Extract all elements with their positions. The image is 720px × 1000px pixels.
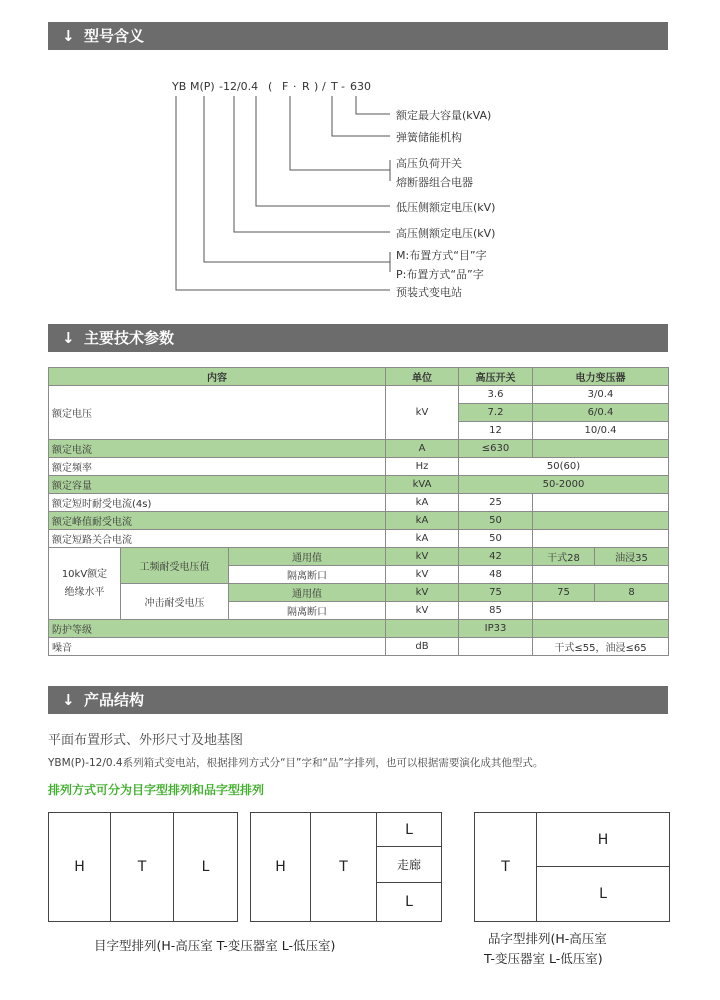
rated-voltage-label: 额定电压 bbox=[49, 386, 386, 440]
row-unit: kA bbox=[386, 512, 459, 530]
label-capacity: 额定最大容量(kVA) bbox=[396, 109, 492, 122]
arrow-down-icon: ↓ bbox=[62, 27, 75, 45]
label-load-switch: 高压负荷开关 bbox=[396, 157, 462, 170]
row-unit: Hz bbox=[386, 458, 459, 476]
code-yb: YB bbox=[172, 80, 187, 93]
header-content: 内容 bbox=[49, 368, 386, 386]
code-slash: / bbox=[322, 80, 326, 93]
row-label: 额定短时耐受电流(4s) bbox=[49, 494, 386, 512]
code-mp: M(P) bbox=[190, 80, 215, 93]
table-row bbox=[49, 530, 669, 548]
cell-value: 50-2000 bbox=[459, 476, 669, 494]
label-hv: 高压侧额定电压(kV) bbox=[396, 227, 496, 240]
cell-value bbox=[459, 638, 533, 656]
label-lv: 低压侧额定电压(kV) bbox=[396, 201, 496, 214]
label-fuse: 熔断器组合电器 bbox=[396, 176, 473, 189]
row-unit: kV bbox=[386, 548, 459, 566]
header-hv-switch: 高压开关 bbox=[459, 368, 533, 386]
row-unit: kA bbox=[386, 494, 459, 512]
code-r: R bbox=[302, 80, 310, 93]
room-h: H bbox=[537, 813, 669, 867]
cell-value: 50(60) bbox=[459, 458, 669, 476]
cell-value bbox=[533, 440, 669, 458]
cell-value: 10/0.4 bbox=[533, 422, 669, 440]
room-l: L bbox=[599, 886, 607, 902]
insulation-label-line1: 10kV额定 bbox=[61, 568, 108, 580]
code-paren-open: ( bbox=[268, 80, 273, 93]
section-bar-structure bbox=[48, 686, 668, 714]
row-unit: kV bbox=[386, 602, 459, 620]
row-unit: A bbox=[386, 440, 459, 458]
code-paren-close: ) bbox=[314, 80, 319, 93]
row-label: 额定频率 bbox=[49, 458, 386, 476]
table-row bbox=[49, 458, 669, 476]
plan-corridor-layout bbox=[250, 812, 442, 922]
row-unit: kV bbox=[386, 566, 459, 584]
section-bar-params bbox=[48, 324, 668, 352]
spec-table bbox=[48, 367, 669, 656]
room-t: T bbox=[111, 813, 174, 921]
room-t: T bbox=[475, 813, 537, 921]
room-l: L bbox=[201, 859, 210, 875]
cell-value: 干式≤55，油浸≤65 bbox=[533, 638, 669, 656]
label-m: M:布置方式“目”字 bbox=[396, 249, 487, 262]
code-f: F bbox=[282, 80, 289, 93]
room-h: H bbox=[251, 813, 311, 921]
caption-pin-line2: T-变压器室 L-低压室) bbox=[484, 951, 603, 966]
insulation-label-line2: 绝缘水平 bbox=[64, 586, 105, 598]
code-dot: · bbox=[293, 80, 297, 93]
cell-empty bbox=[533, 530, 669, 548]
label-spring: 弹簧储能机构 bbox=[396, 131, 462, 144]
code-t: T bbox=[331, 80, 338, 93]
cell-value: 油浸35 bbox=[595, 548, 669, 566]
cell-value: 8 bbox=[595, 584, 669, 602]
cell-value: 75 bbox=[459, 584, 533, 602]
structure-description: YBM(P)-12/0.4系列箱式变电站，根据排列方式分“目”字和“品”字排列，也可以根据需要演化成其他型式。 bbox=[48, 757, 544, 769]
table-row bbox=[49, 440, 669, 458]
table-row bbox=[49, 512, 669, 530]
cell-empty bbox=[533, 602, 669, 620]
cell-value: 85 bbox=[459, 602, 533, 620]
cell-value: 12 bbox=[459, 422, 533, 440]
row-unit bbox=[386, 620, 459, 638]
model-leader-lines bbox=[0, 0, 720, 320]
cell-value: 50 bbox=[459, 530, 533, 548]
room-h: H bbox=[49, 813, 111, 921]
cell-empty bbox=[533, 620, 669, 638]
cell-value: 42 bbox=[459, 548, 533, 566]
cell-value: 50 bbox=[459, 512, 533, 530]
header-unit: 单位 bbox=[386, 368, 459, 386]
section-title: 型号含义 bbox=[84, 27, 145, 45]
section-title: 主要技术参数 bbox=[84, 329, 175, 347]
arrow-down-icon: ↓ bbox=[62, 691, 75, 709]
cell-value: 3/0.4 bbox=[533, 386, 669, 404]
cell-value: 干式28 bbox=[533, 548, 595, 566]
corridor: 走廊 bbox=[377, 847, 441, 883]
row-unit: kA bbox=[386, 530, 459, 548]
label-p: P:布置方式“品”字 bbox=[396, 268, 484, 281]
cell-value: 7.2 bbox=[459, 404, 533, 422]
plan-mu-layout bbox=[48, 812, 238, 922]
row-unit: kV bbox=[386, 584, 459, 602]
cell-value: 25 bbox=[459, 494, 533, 512]
room-l: L bbox=[377, 813, 441, 847]
row-unit: kVA bbox=[386, 476, 459, 494]
table-row bbox=[49, 476, 669, 494]
label-substation: 预装式变电站 bbox=[396, 286, 462, 299]
header-transformer: 电力变压器 bbox=[533, 368, 669, 386]
row-label: 额定短路关合电流 bbox=[49, 530, 386, 548]
caption-mu: 目字型排列(H-高压室 T-变压器室 L-低压室) bbox=[94, 938, 336, 953]
table-row bbox=[49, 386, 669, 404]
table-row bbox=[49, 584, 669, 602]
row-label: 额定电流 bbox=[49, 440, 386, 458]
plan-pin-layout bbox=[474, 812, 670, 922]
cell-empty bbox=[533, 494, 669, 512]
row-label: 防护等级 bbox=[49, 620, 386, 638]
row-unit: dB bbox=[386, 638, 459, 656]
code-dash: - bbox=[341, 80, 345, 93]
impulse-label: 冲击耐受电压 bbox=[121, 584, 229, 620]
cell-empty bbox=[533, 566, 669, 584]
arrow-down-icon: ↓ bbox=[62, 329, 75, 347]
code-capacity: 630 bbox=[350, 80, 371, 93]
rated-voltage-unit: kV bbox=[386, 386, 459, 440]
row-label: 额定峰值耐受电流 bbox=[49, 512, 386, 530]
structure-subtitle: 平面布置形式、外形尺寸及地基图 bbox=[48, 733, 244, 748]
table-row bbox=[49, 548, 669, 566]
cell-value: 6/0.4 bbox=[533, 404, 669, 422]
table-row bbox=[49, 638, 669, 656]
general-label: 通用值 bbox=[229, 584, 386, 602]
cell-value: ≤630 bbox=[459, 440, 533, 458]
cell-value: 48 bbox=[459, 566, 533, 584]
caption-pin-line1: 品字型排列(H-高压室 bbox=[488, 931, 607, 946]
insulation-label bbox=[49, 548, 121, 620]
cell-empty bbox=[533, 512, 669, 530]
row-label: 额定容量 bbox=[49, 476, 386, 494]
isolation-label: 隔离断口 bbox=[229, 602, 386, 620]
cell-value: 75 bbox=[533, 584, 595, 602]
isolation-label: 隔离断口 bbox=[229, 566, 386, 584]
table-header bbox=[49, 368, 669, 386]
power-freq-label: 工频耐受电压值 bbox=[121, 548, 229, 584]
room-t: T bbox=[311, 813, 377, 921]
table-row bbox=[49, 494, 669, 512]
cell-value: IP33 bbox=[459, 620, 533, 638]
table-row bbox=[49, 620, 669, 638]
row-label: 噪音 bbox=[49, 638, 386, 656]
cell-value: 3.6 bbox=[459, 386, 533, 404]
structure-heading: 排列方式可分为目字型排列和品字型排列 bbox=[48, 783, 265, 797]
general-label: 通用值 bbox=[229, 548, 386, 566]
room-l: L bbox=[405, 894, 413, 910]
section-title: 产品结构 bbox=[84, 691, 145, 709]
code-voltage: -12/0.4 bbox=[219, 80, 259, 93]
